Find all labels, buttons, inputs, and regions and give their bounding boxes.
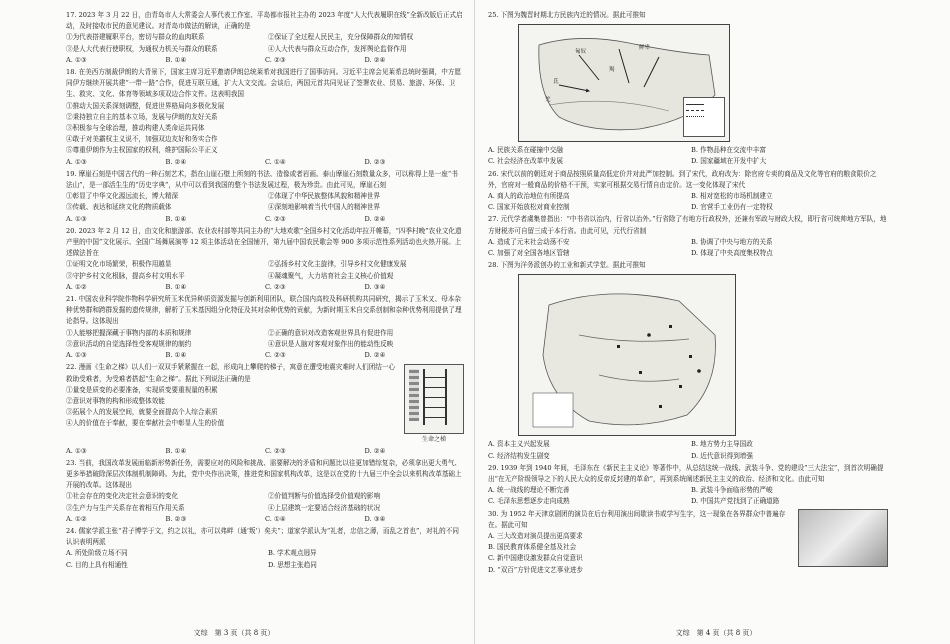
q19-stem: 19. 摩崖石刻是中国古代的一种石刻艺术，指在山崖石壁上所刻的书法、造像或者岩画。泰山摩崖石刻数量众多，可以称得上是一座“书法山”，是一部活生生的“历史字典”，从中可以看到我国的整个书法发展过程，极为珍贵。由此可见，摩崖石刻 [66, 169, 458, 190]
q25-option-b[interactable]: B. 作物品种在交流中丰富 [691, 146, 766, 155]
q25-option-d[interactable]: D. 国家疆域在开发中扩大 [691, 157, 767, 166]
q21-s4: ④意识是人脑对客观对象作出的能动性反映 [268, 339, 394, 348]
q21-stem: 21. 中国农业科学院作物科学研究所玉米优异种质资源发掘与创新利用团队，联合国内高校及科研机构共同研究，揭示了玉米又、母本杂种优势群和跨群发掘的遗传规律，解析了玉米基因组分化特征及其对杂种优势的贡献，为新时期玉米自交系创制和杂种优势利用提供了理论指导。这体现出 [66, 295, 462, 326]
q19-option-d[interactable]: D. ②④ [364, 214, 386, 223]
q20-option-d[interactable]: D. ③④ [364, 282, 386, 291]
q21-option-d[interactable]: D. ②④ [364, 351, 386, 360]
q20-s3: ③守护乡村文化根脉，提高乡村文明水平 [66, 271, 185, 280]
q29-option-a[interactable]: A. 统一战线的理论不断完善 [488, 486, 570, 495]
page-3 [0, 0, 468, 644]
q30-option-c[interactable]: C. 新中国建设激发群众自觉意识 [488, 554, 583, 563]
q17-option-c[interactable]: C. ②③ [265, 55, 286, 64]
q23-s3: ③生产力与生产关系存在着相互作用关系 [66, 503, 185, 512]
q19-option-a[interactable]: A. ①③ [66, 214, 87, 223]
backstage-photo [798, 509, 888, 567]
q27-stem: 27. 元代学者虞集曾指出：“中书省以治内，行省以治外。”行省除了有地方行政权外，还兼有军政与财政大权，即行省可统帅地方军队，地方财税亦可自留三成于本行省。由此可见，元代行省制 [488, 215, 887, 235]
q22-stem: 22. 漫画《生命之梯》以人们一双双手紧紧握在一起，形成向上攀爬的梯子，寓意在遭受地震灾难时人们团结一心救助受难者，为受难者搭起“生命之梯”。据此下列说法正确的是 [66, 363, 396, 383]
q20-s1: ①证明文化市场繁荣，积极作用越显 [66, 260, 172, 269]
q23-option-b[interactable]: B. ②③ [165, 514, 187, 523]
q25-stem: 25. 下图为魏晋时期北方民族内迁的情况。据此可推知 [488, 11, 646, 19]
q18-option-a[interactable]: A. ①③ [66, 157, 87, 166]
q28-option-a[interactable]: A. 资本主义兴起发展 [488, 440, 550, 449]
question-28 [488, 260, 888, 462]
q17-option-a[interactable]: A. ①③ [66, 55, 87, 64]
q18-s3: ③积极参与全球治理，推动构建人类命运共同体 [66, 124, 205, 133]
right-column [488, 10, 888, 577]
q30-stem: 30. 为 1952 年天津京剧团的演员在后台利用演出间歇读书或学写生字，这一现象在各界群众中普遍存在。据此可知 [488, 509, 786, 529]
q28-stem: 28. 下图为洋务派创办的工业和新式学堂。据此可推知 [488, 261, 646, 270]
q19-option-b[interactable]: B. ①④ [165, 214, 187, 223]
q17-option-b[interactable]: B. ①④ [165, 55, 187, 64]
q17-s4: ④人大代表与群众互动合作，发挥舆论监督作用 [268, 44, 407, 53]
q25-option-a[interactable]: A. 民族关系在碰撞中交融 [488, 146, 563, 155]
question-20 [66, 226, 464, 293]
q22-option-c[interactable]: C. ②③ [265, 446, 286, 455]
q30-option-d[interactable]: D. “双百”方针促进文艺事业进步 [488, 565, 584, 574]
q28-option-d[interactable]: D. 近代意识得到增强 [691, 451, 753, 460]
q18-option-b[interactable]: B. ②④ [165, 157, 187, 166]
q19-s1: ①彰显了中华文化源远流长，博大精深 [66, 192, 179, 201]
q30-option-b[interactable]: B. 国民教育体系健全基及社会 [488, 543, 577, 552]
q21-option-a[interactable]: A. ①③ [66, 351, 87, 360]
q18-stem: 18. 在美西方制裁伊朗的大背景下，国家主席习近平邀请伊朗总统莱希对我国进行了国事访问。习近平主席会见莱希总统时强调，中方愿同伊方继续开展共建“一带一路”合作，促进互联互通，扩大人文交流。会谈后，两国元首共同见证了签署农业、贸易、旅游、环保、卫生、救灾、文化、体育等领域多项双边合作文件。这表明我国 [66, 68, 462, 99]
q26-stem: 26. 宋代以前的朝廷对于商品按照质量高低定价并对此严加控制。到了宋代，政府改为：除官府专卖的商品及文化等官府的粮食限价之外，官府对一般商品的价格不干预，实家可根据交易行情自由定价。这一变化体现了宋代 [488, 169, 877, 189]
q26-option-c[interactable]: C. 国家开始放松对商业控制 [488, 203, 570, 212]
page-3-footer: 文综 第 3 页（共 8 页） [193, 629, 275, 637]
question-17 [66, 10, 464, 66]
q20-option-c[interactable]: C. ②③ [265, 282, 286, 291]
page-4-footer: 文综 第 4 页（共 8 页） [675, 629, 757, 637]
q23-option-a[interactable]: A. ①② [66, 514, 87, 523]
map-label-xiongnu: 匈奴 [575, 49, 587, 56]
q20-s4: ④凝魂聚气，大力培育社会主义核心价值观 [268, 271, 394, 280]
q30-option-a[interactable]: A. 三大改造对演员提出更高要求 [488, 532, 583, 541]
q19-s4: ④深刻地影响着当代中国人的精神世界 [268, 203, 381, 212]
q26-option-b[interactable]: B. 相对宽松的市场机制建立 [691, 192, 773, 201]
ladder-caption: 生命之梯 [421, 436, 446, 444]
question-23 [66, 458, 464, 525]
q22-option-b[interactable]: B. ①④ [165, 446, 187, 455]
q18-s1: ①推动大国关系深刻调整，促进世界格局向多极化发展 [66, 101, 225, 110]
q18-option-d[interactable]: D. ②③ [364, 157, 386, 166]
question-24 [66, 526, 464, 571]
q18-s4: ④敢于对美霸权主义说不，加强双边友好和务实合作 [66, 135, 218, 144]
migration-map [518, 24, 730, 142]
question-27 [488, 214, 888, 259]
q21-s1: ①人能够把握深藏于事物内部的本质和规律 [66, 328, 192, 337]
q24-option-b[interactable]: B. 学术观点迥异 [268, 549, 317, 558]
q17-stem: 17. 2023 年 3 月 22 日，由青岛市人大常委会人事代表工作室、平岛都市报社主办的 2023 年度“人大代表履职在线”全新改版后正式启动，及时接收市民的意见建议。对青岛市做法的解读，正确的是 [66, 11, 463, 31]
question-25 [488, 10, 888, 168]
q27-option-d[interactable]: D. 体现了中央高度集权特点 [691, 249, 773, 258]
q18-option-c[interactable]: C. ①④ [265, 157, 286, 166]
q18-s2: ②秉持独立自主的基本立场，发展与伊朗的友好关系 [66, 112, 218, 121]
q29-option-b[interactable]: B. 武装斗争面临形势的严峻 [691, 486, 773, 495]
ladder-cartoon [404, 362, 464, 445]
page-divider [474, 0, 475, 644]
q19-s3: ③传载、表达和延续文化的物质载体 [66, 203, 172, 212]
q24-option-a[interactable]: A. 所处阶级立场不同 [66, 549, 128, 558]
question-18 [66, 67, 464, 168]
q25-option-c[interactable]: C. 社会经济在改革中发展 [488, 157, 563, 166]
q22-s4: ④人的价值在于奉献，要在奉献社会中彰显人生的价值 [66, 419, 225, 428]
question-22 [66, 362, 464, 456]
q28-option-c[interactable]: C. 经济结构发生剧变 [488, 451, 550, 460]
q23-s4: ④上层建筑一定要适合经济基础的状况 [268, 503, 381, 512]
q21-s3: ③意识活动的自觉选择性受客观规律的制约 [66, 339, 192, 348]
q22-s3: ③拓展个人的发展空间，就要全面提高个人综合素质 [66, 408, 218, 417]
question-26 [488, 169, 888, 214]
q20-option-a[interactable]: A. ①② [66, 282, 87, 291]
q23-option-c[interactable]: C. ①④ [265, 514, 286, 523]
map-label-di: 氐 [553, 79, 559, 86]
q23-s1: ①社会存在的变化决定社会意识的变化 [66, 492, 179, 501]
page-4 [482, 0, 950, 644]
q26-option-d[interactable]: D. 官营手工业仍有一定特权 [691, 203, 773, 212]
q20-s2: ②弘扬乡村文化主旋律，引导乡村文化健康发展 [268, 260, 407, 269]
westernization-map-svg [519, 275, 735, 435]
map-label-xianbei: 鲜卑 [639, 45, 651, 52]
q23-s2: ②价值判断与价值选择受价值观的影响 [268, 492, 381, 501]
q22-option-a[interactable]: A. ①③ [66, 446, 87, 455]
map-legend [683, 97, 725, 137]
q29-option-c[interactable]: C. 毛泽东思想逐步走向成熟 [488, 497, 570, 506]
q29-stem: 29. 1939 年到 1940 年间，毛泽东在《新民主主义论》等著作中，从总结这统一战线、武装斗争、党的建设”三大法宝”，到首次明确提出”在无产阶级领导之下的人民大众的反帝反封建的革命”，再到系统阐述新民主主义的政治、经济和文化。由此可知 [488, 463, 884, 484]
ladder-illustration [404, 364, 464, 434]
q27-option-a[interactable]: A. 造成了元末社会动荡不安 [488, 237, 570, 246]
q23-option-d[interactable]: D. ③④ [364, 514, 386, 523]
westernization-map [518, 274, 736, 436]
q18-s5: ⑤尊重伊朗作为主权国家的权利，维护国际公平正义 [66, 146, 218, 155]
question-21 [66, 294, 464, 361]
q23-stem: 23. 当前，我国改革发展面临新形势新任务，需要应对的风险和挑战、需要解决的矛盾和问题比以往更加错综复杂，必须拿出更大勇气、更多举措破除深层次体制机制障碍。为此，党中央作出决策，推进党和国家机构改革，这是以在党的十九届三中全会以来机构改革基础上开展的改革。这体现出 [66, 458, 462, 490]
q21-s2: ②正确的意识对改造客观世界具有促进作用 [268, 328, 394, 337]
q26-option-a[interactable]: A. 商人的政治地位有所提高 [488, 192, 570, 201]
q17-s2: ②保证了全过程人民民主，充分保障群众的知情权 [268, 33, 414, 42]
q17-option-d[interactable]: D. ②④ [364, 55, 386, 64]
q17-s3: ③是人大代表行使职权，为通权力机关与群众的联系 [66, 44, 218, 53]
q27-option-b[interactable]: B. 协调了中央与地方的关系 [691, 237, 773, 246]
map-label-jie: 羯 [609, 67, 615, 74]
q28-option-b[interactable]: B. 地方势力主导国政 [691, 440, 753, 449]
q27-option-c[interactable]: C. 加强了对全国各地区管辖 [488, 249, 570, 258]
q19-s2: ②体现了中华民族整体风貌和精神世界 [268, 192, 381, 201]
map-label-qiang: 羌 [545, 97, 551, 104]
q29-option-d[interactable]: D. 中国共产党找到了正确道路 [691, 497, 780, 506]
q22-option-d[interactable]: D. ②④ [364, 446, 386, 455]
q21-option-c[interactable]: C. ②③ [265, 351, 286, 360]
q21-option-b[interactable]: B. ①④ [165, 351, 187, 360]
q22-s2: ②意识对事物的构和形成整体效能 [66, 396, 165, 405]
left-column [66, 10, 464, 572]
q19-option-c[interactable]: C. ②③ [265, 214, 286, 223]
q22-s1: ①量变是质变的必要准备，实现质变要重视量的积累 [66, 385, 218, 394]
question-29 [488, 463, 888, 508]
question-19 [66, 169, 464, 225]
q20-stem: 20. 2023 年 2 月 12 日，由文化和旅游部、农业农村部等共同主办的“大地欢歌”全国乡村文化活动年拉开帷幕，“四季村晚”农业文化遗产里的中国”文化展示、全国广场舞展演等 12 项主体活动在全国铺开，第九届中国农民歌会等 900 多项示范性系列活动也火热开展。上述做法旨在 [66, 226, 462, 258]
q17-s1: ①为代表搭建履职平台，密切与群众的血肉联系 [66, 33, 205, 42]
q24-stem: 24. 儒家学派主张“君子博学于文，约之以礼，亦可以弗畔（通‘叛’）矣夫”；道家学派认为“礼者，忠信之薄，而乱之首也”，对礼的不同认识表明两派 [66, 526, 459, 547]
q24-option-d[interactable]: D. 思想主张趋同 [268, 560, 317, 569]
question-30 [488, 509, 888, 576]
q24-option-c[interactable]: C. 目的上具有相通性 [66, 560, 128, 569]
q20-option-b[interactable]: B. ①④ [165, 282, 187, 291]
